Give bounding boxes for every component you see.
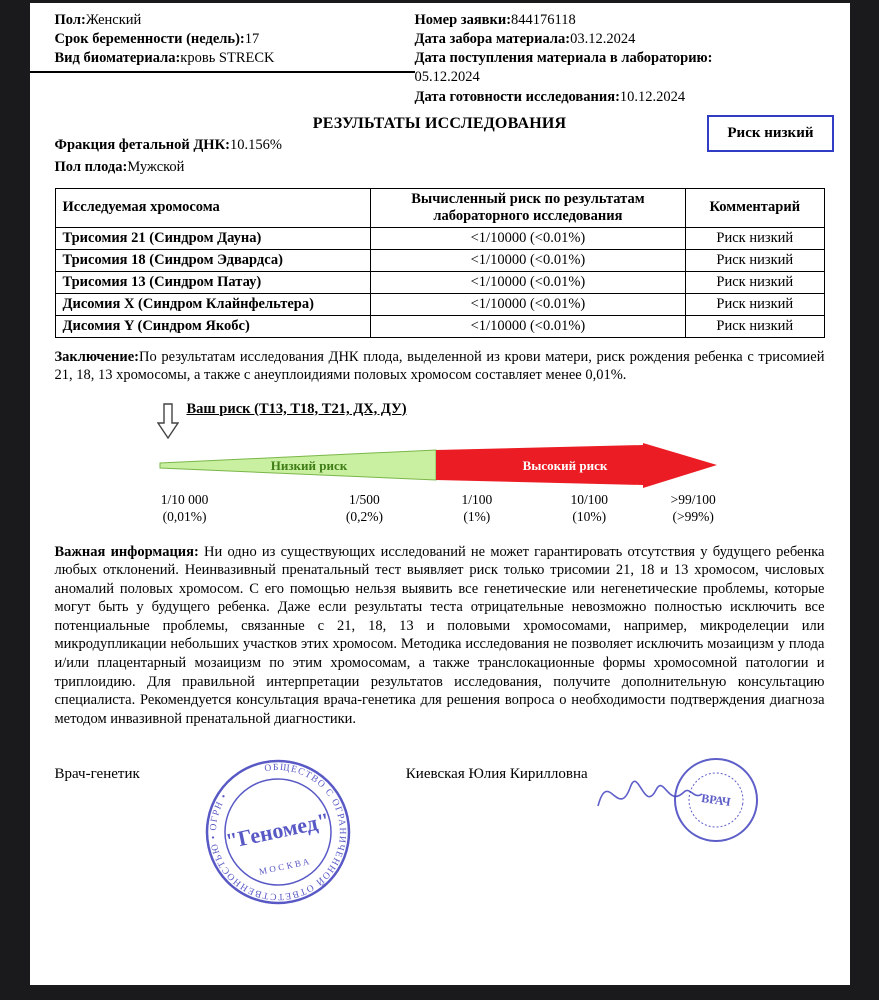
biomaterial-label: Вид биоматериала:	[54, 50, 181, 67]
stamp-center-text: "Геномед"	[223, 807, 332, 854]
results-table	[55, 188, 825, 338]
your-risk-label: Ваш риск (Т13, Т18, Т21, ДХ, ДУ)	[186, 400, 407, 417]
cell-chromosome: Дисомия X (Синдром Клайнфельтера)	[55, 293, 370, 315]
scale-tick: 1/100 (1%)	[461, 491, 493, 524]
ready-date-label: Дата готовности исследования:	[414, 88, 620, 105]
receipt-date-value: 05.12.2024	[414, 69, 480, 86]
cell-risk: <1/10000 (<0.01%)	[370, 315, 685, 337]
fetal-sex-label: Пол плода:	[54, 159, 128, 176]
risk-scale-diagram	[157, 401, 719, 528]
header-left-column	[30, 11, 415, 73]
low-risk-zone-label: Низкий риск	[270, 457, 347, 473]
important-info-text: Ни одно из существующих исследований не может гарантировать отсутствия у будущего ребенка любых отклонений. Неинвазивный пренатальный тест выявляет риск только трисомии 21, 18 и 13 хромосом, числовых аномалий половых хромосом. С его помощью нельзя выявить все генетические или негенетические проблемы, которые могут быть у будущего ребенка. Даже если результаты теста отрицательные невозможно полностью исключить все потенциальные проблемы, связанные с 21, 18, 13 и половыми хромосомами, например, микроделеции или микродупликации небольших участков этих хромосом. Методика исследования не позволяет исключить мозаицизм у плода и/или плацентарный мозаицизм по этим хромосомам, а также транслокационные формы хромосомной патологии и триплоидию. Для правильной интерпретации результатов исследования, получите дополнительную консультацию специалиста. Рекомендуется консультация врача-генетика для решения вопроса о необходимости подтверждения диагноза методом инвазивной пренатальной диагностики.	[54, 543, 825, 727]
table-row	[55, 249, 824, 271]
fetal-sex-value: Мужской	[127, 159, 185, 176]
cell-risk: <1/10000 (<0.01%)	[370, 249, 685, 271]
col-header-chromosome: Исследуемая хромосома	[55, 188, 370, 227]
risk-gradient-arrow	[157, 443, 719, 489]
title-section	[55, 115, 825, 178]
col-header-comment: Комментарий	[686, 188, 824, 227]
cell-risk: <1/10000 (<0.01%)	[370, 227, 685, 249]
doctor-personal-stamp	[592, 750, 764, 846]
gestation-label: Срок беременности (недель):	[54, 31, 245, 48]
stamp-city-text: МОСКВА	[257, 855, 313, 877]
important-info-paragraph	[55, 543, 825, 728]
header-right-column	[415, 11, 800, 107]
collection-date-line	[415, 30, 800, 49]
cell-comment: Риск низкий	[686, 227, 824, 249]
cell-chromosome: Дисомия Y (Синдром Якобс)	[55, 315, 370, 337]
order-number-label: Номер заявки:	[414, 12, 512, 28]
risk-pointer-row	[157, 401, 719, 439]
receipt-date-line	[415, 49, 800, 87]
risk-scale-ticks	[157, 492, 719, 528]
cell-comment: Риск низкий	[686, 315, 824, 337]
ready-date-line	[415, 88, 800, 107]
conclusion-label: Заключение:	[54, 348, 140, 365]
personal-stamp-text: ВРАЧ	[700, 791, 732, 810]
report-page	[30, 3, 850, 985]
table-row	[55, 293, 824, 315]
biomaterial-value: кровь STRECK	[180, 50, 275, 67]
order-number-line	[415, 11, 800, 30]
cell-comment: Риск низкий	[686, 293, 824, 315]
cell-chromosome: Трисомия 13 (Синдром Патау)	[55, 271, 370, 293]
col-header-risk: Вычисленный риск по результатам лабораторного исследования	[370, 188, 685, 227]
collection-date-label: Дата забора материала:	[414, 31, 571, 48]
collection-date-value: 03.12.2024	[570, 31, 636, 48]
patient-sex-label: Пол:	[54, 12, 86, 28]
fetal-sex-line	[55, 158, 825, 178]
receipt-date-label: Дата поступления материала в лабораторию:	[414, 50, 713, 67]
scale-tick: 1/500 (0,2%)	[345, 491, 383, 524]
signature-section	[55, 754, 825, 908]
scale-tick: 1/10 000 (0,01%)	[160, 491, 209, 524]
page-title: РЕЗУЛЬТАТЫ ИССЛЕДОВАНИЯ	[312, 114, 567, 132]
stamp-ring-text: ОБЩЕСТВО С ОГРАНИЧЕННОЙ ОТВЕТСТВЕННОСТЬЮ • ОГРН •	[208, 763, 347, 902]
cell-comment: Риск низкий	[686, 271, 824, 293]
report-header	[55, 11, 825, 107]
order-number-value: 844176118	[511, 12, 576, 28]
doctor-signature-scribble	[598, 781, 702, 806]
genomed-round-stamp	[202, 756, 354, 908]
doctor-role: Врач-генетик	[54, 766, 140, 783]
scale-tick: 10/100 (10%)	[570, 491, 608, 524]
fetal-fraction-label: Фракция фетальной ДНК:	[54, 136, 230, 153]
scale-tick: >99/100 (>99%)	[670, 491, 716, 524]
gestation-line	[55, 30, 415, 49]
cell-risk: <1/10000 (<0.01%)	[370, 293, 685, 315]
cell-chromosome: Трисомия 21 (Синдром Дауна)	[55, 227, 370, 249]
conclusion-text: По результатам исследования ДНК плода, выделенной из крови матери, риск рождения ребенка с трисомией 21, 18, 13 хромосомы, а также с анеуплоидиями половых хромосом составляет менее 0,01%.	[54, 348, 825, 383]
risk-badge: Риск низкий	[707, 115, 833, 152]
cell-risk: <1/10000 (<0.01%)	[370, 271, 685, 293]
gestation-value: 17	[244, 31, 260, 48]
cell-comment: Риск низкий	[686, 249, 824, 271]
patient-sex-line	[55, 11, 415, 30]
fetal-fraction-value: 10.156%	[229, 136, 282, 153]
biomaterial-line	[55, 49, 415, 68]
cell-chromosome: Трисомия 18 (Синдром Эдвардса)	[55, 249, 370, 271]
table-row	[55, 227, 824, 249]
table-row	[55, 315, 824, 337]
patient-sex-value: Женский	[85, 12, 142, 28]
down-arrow-icon	[157, 403, 179, 439]
doctor-name: Киевская Юлия Кирилловна	[405, 766, 588, 783]
ready-date-value: 10.12.2024	[619, 88, 686, 105]
high-risk-zone-label: Высокий риск	[522, 457, 607, 473]
table-row	[55, 271, 824, 293]
important-info-label: Важная информация:	[54, 543, 199, 560]
table-header-row	[55, 188, 824, 227]
conclusion-paragraph	[55, 349, 825, 385]
